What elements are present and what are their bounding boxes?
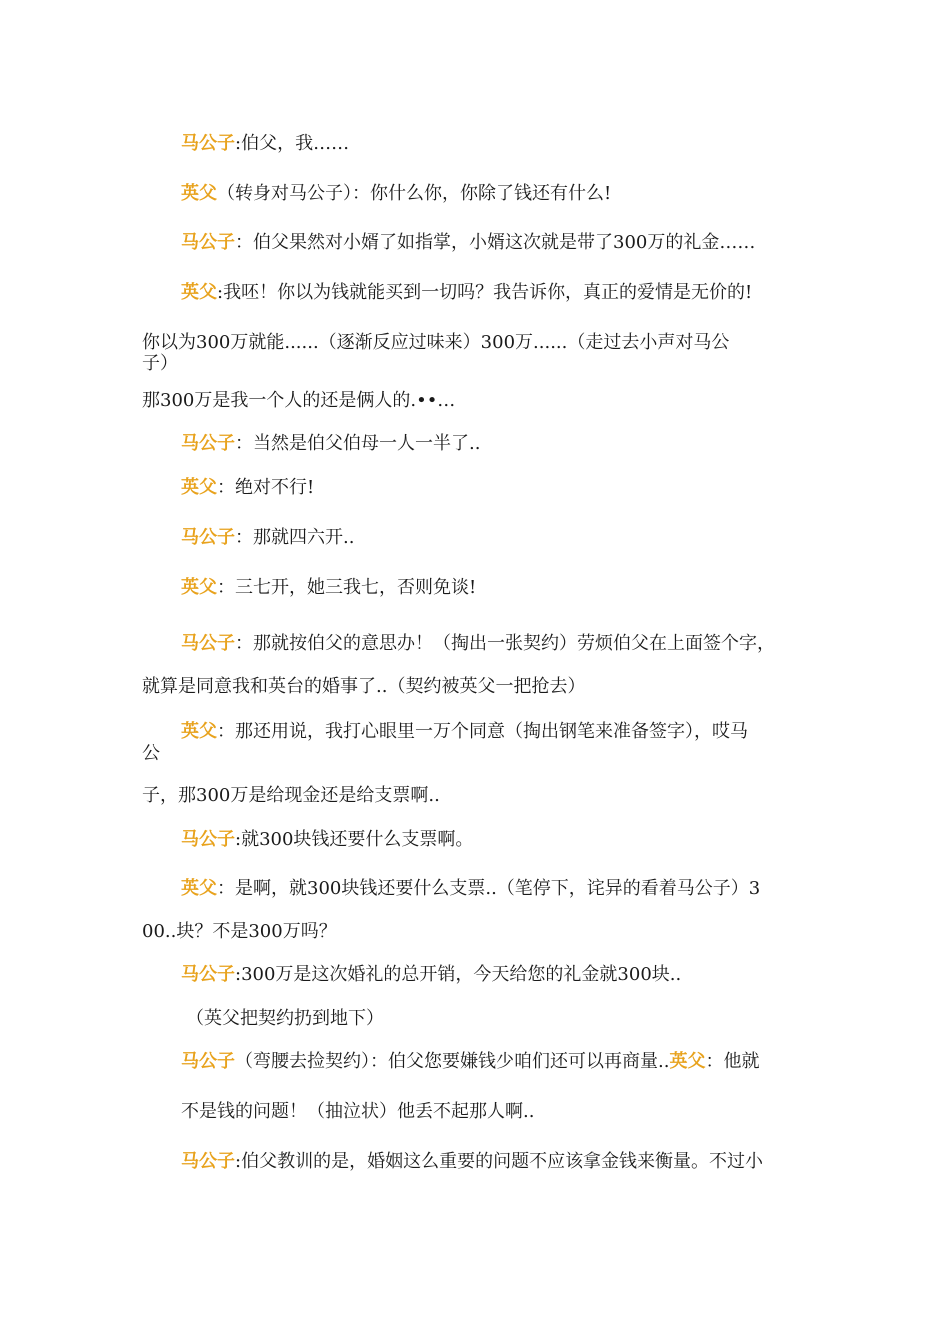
dialogue-line — [181, 1150, 763, 1174]
continuation-line — [142, 920, 337, 944]
dialogue-line — [181, 182, 611, 206]
stage-direction — [186, 1007, 384, 1031]
line-text: （弯腰去捡契约）：伯父您要嫌钱少咱们还可以再商量.. — [235, 1051, 670, 1072]
dialogue-line — [181, 576, 476, 600]
speaker-label: 马公子 — [181, 829, 235, 850]
line-text: ：那还用说，我打心眼里一万个同意（掏出钢笔来准备签字），哎马 — [217, 721, 748, 742]
line-text: 子） — [142, 353, 178, 374]
line-text: ：当然是伯父伯母一人一半了.. — [235, 433, 481, 454]
dialogue-line — [181, 281, 752, 305]
speaker-label: 英父 — [669, 1051, 706, 1072]
dialogue-line — [181, 963, 681, 987]
line-text: （转身对马公子）：你什么你，你除了钱还有什么! — [217, 183, 612, 204]
line-text: :伯父，我…… — [235, 133, 350, 154]
line-text: :我呸！你以为钱就能买到一切吗？我告诉你，真正的爱情是无价的! — [217, 282, 753, 303]
line-text: :伯父教训的是，婚姻这么重要的问题不应该拿金钱来衡量。不过小 — [235, 1151, 764, 1172]
line-text: 子，那300万是给现金还是给支票啊.. — [142, 785, 440, 806]
line-text: ：伯父果然对小婿了如指掌，小婿这次就是带了300万的礼金…… — [235, 232, 756, 253]
line-text: 00..块？不是300万吗？ — [142, 921, 337, 942]
speaker-label: 马公子 — [181, 633, 235, 654]
continuation-line — [142, 389, 455, 413]
speaker-label: 马公子 — [181, 527, 235, 548]
speaker-label: 马公子 — [181, 1051, 235, 1072]
dialogue-line — [181, 1050, 759, 1074]
dialogue-line — [181, 526, 354, 550]
speaker-label: 马公子 — [181, 133, 235, 154]
speaker-label: 英父 — [181, 878, 217, 899]
line-text: ：绝对不行! — [217, 477, 315, 498]
line-text: :就300块钱还要什么支票啊。 — [235, 829, 474, 850]
line-text: ：他就 — [705, 1051, 760, 1072]
speaker-label: 英父 — [181, 721, 217, 742]
line-text: ：三七开，她三我七，否则免谈! — [217, 577, 477, 598]
dialogue-line — [181, 720, 748, 744]
speaker-label: 马公子 — [181, 1151, 235, 1172]
dialogue-line — [181, 828, 473, 852]
speaker-label: 英父 — [181, 282, 217, 303]
continuation-line — [181, 1100, 534, 1124]
dialogue-line — [181, 877, 760, 901]
speaker-label: 英父 — [181, 577, 217, 598]
line-text: （英父把契约扔到地下） — [186, 1008, 384, 1029]
line-text: 那300万是我一个人的还是俩人的.••… — [142, 390, 456, 411]
line-text: ：那就四六开.. — [235, 527, 355, 548]
line-text: 公 — [142, 743, 160, 764]
speaker-label: 马公子 — [181, 433, 235, 454]
dialogue-line — [181, 632, 775, 656]
dialogue-line — [181, 231, 755, 255]
line-text: :300万是这次婚礼的总开销，今天给您的礼金就300块.. — [235, 964, 682, 985]
line-text: ：那就按伯父的意思办！（掏出一张契约）劳烦伯父在上面签个字， — [235, 633, 775, 654]
speaker-label: 英父 — [181, 183, 217, 204]
continuation-line — [142, 675, 585, 699]
continuation-line — [142, 331, 729, 355]
speaker-label: 马公子 — [181, 232, 235, 253]
line-text: 就算是同意我和英台的婚事了..（契约被英父一把抢去） — [142, 676, 586, 697]
line-text: ：是啊，就300块钱还要什么支票..（笔停下，诧异的看着马公子）3 — [217, 878, 761, 899]
speaker-label: 英父 — [181, 477, 217, 498]
line-text: 你以为300万就能......（逐渐反应过味来）300万......（走过去小声对马公 — [142, 332, 730, 353]
line-text: 不是钱的问题！（抽泣状）他丢不起那人啊.. — [181, 1101, 535, 1122]
continuation-line — [142, 352, 178, 376]
dialogue-line — [181, 432, 480, 456]
continuation-line — [142, 784, 440, 808]
continuation-line — [142, 742, 160, 766]
dialogue-line — [181, 132, 349, 156]
dialogue-line — [181, 476, 314, 500]
speaker-label: 马公子 — [181, 964, 235, 985]
